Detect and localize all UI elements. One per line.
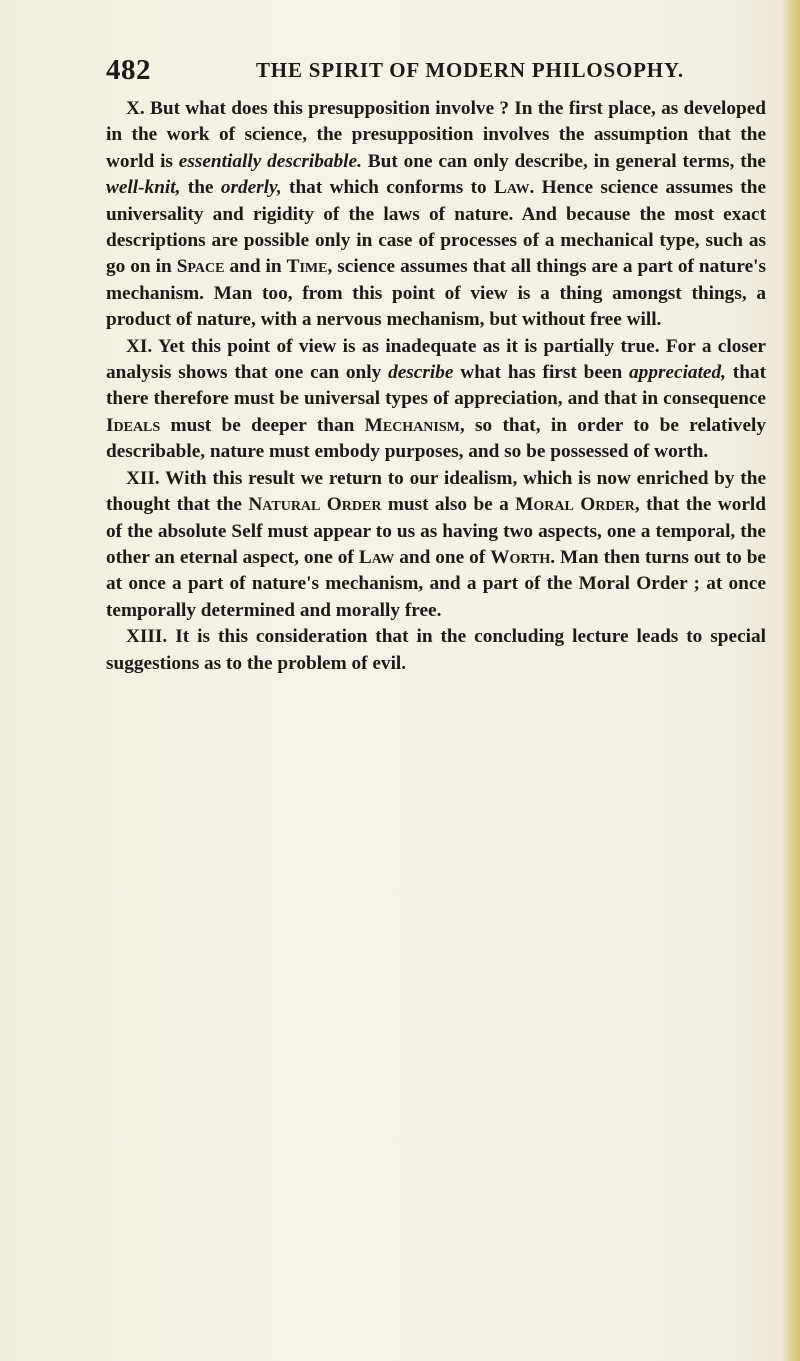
paragraph-xiii: XIII. It is this consideration that in the concluding lecture leads to special suggestions as to the problem of evil.	[106, 626, 766, 674]
running-head: THE SPIRIT OF MODERN PHILOSOPHY.	[256, 58, 684, 82]
page-edge	[782, 0, 800, 1361]
body-text	[106, 96, 766, 677]
page-number: 482	[106, 54, 151, 86]
paragraph-xii: XII. With this result we return to our idealism, which is now enriched by the thought that the Natural Order must also be a Moral Order, that the world of the absolute Self must appear to us as having two aspects, one a temporal, the other an eternal aspect, one of Law and one of Worth. Man then turns out to be at once a part of nature's mechanism, and a part of the Moral Order ; at once temporally determined and morally free.	[106, 467, 766, 621]
paragraph-x: X. But what does this presupposition involve ? In the first place, as developed in the work of science, the presupposition involves the assumption that the world is essentially describable. But one can only describe, in general terms, the well-knit, the orderly, that which conforms to Law. Hence science assumes the universality and rigidity of the laws of nature. And because the most exact descriptions are possible only in case of processes of a mechanical type, such as go on in Space and in Time, science assumes that all things are a part of nature's mechanism. Man too, from this point of view is a thing amongst things, a product of nature, with a nervous mechanism, but without free will.	[106, 98, 767, 331]
paragraph-xi: XI. Yet this point of view is as inadequate as it is partially true. For a closer analysis shows that one can only describe what has first been appreciated, that there therefore must be universal types of appreciation, and that in consequence Ideals must be deeper than Mechanism, so that, in order to be relatively describable, nature must embody purposes, and so be possessed of worth.	[106, 335, 766, 463]
page-header	[106, 54, 766, 88]
